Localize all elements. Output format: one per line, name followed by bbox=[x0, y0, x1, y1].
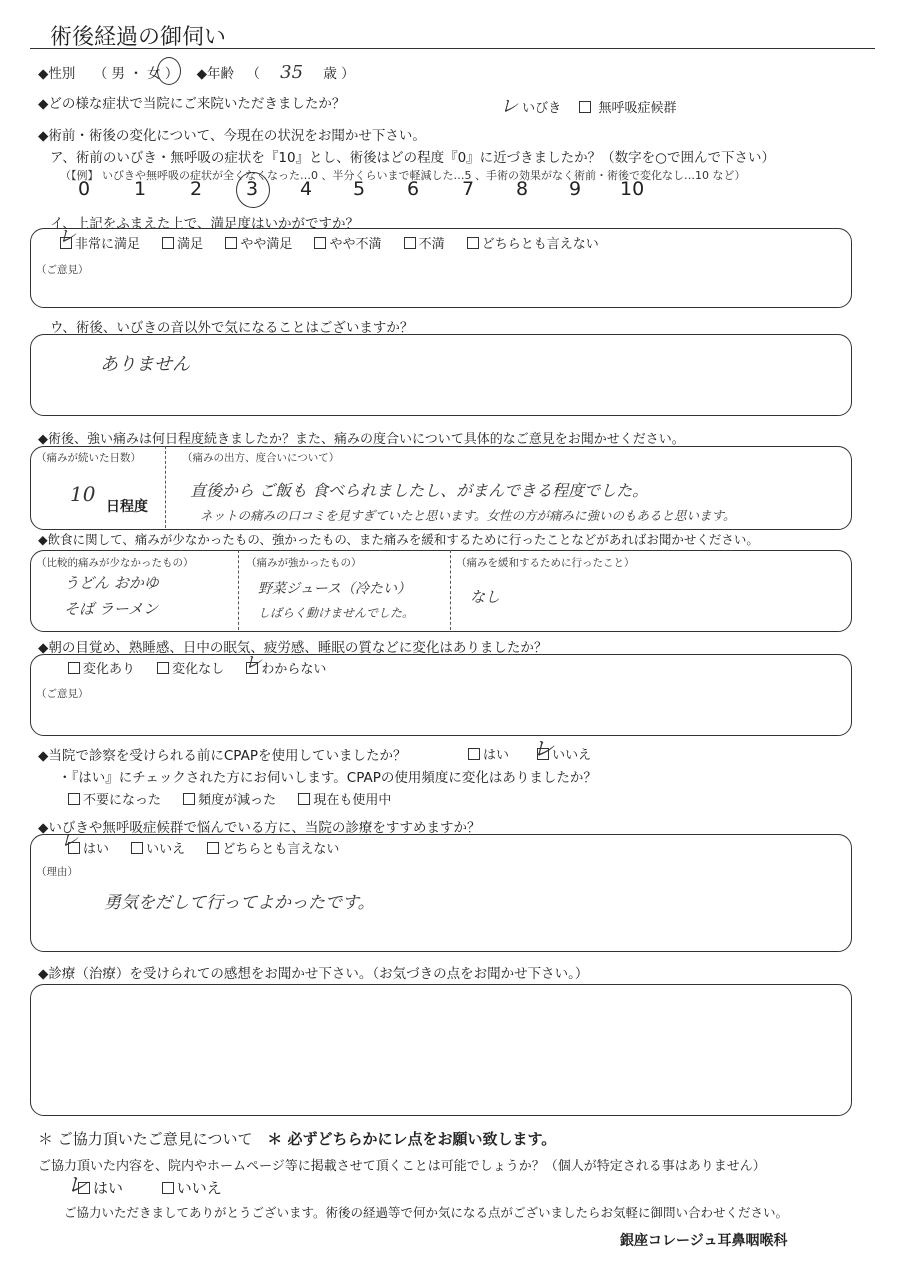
snoring-option[interactable]: いびき bbox=[522, 101, 562, 116]
pain-days-label: （痛みが続いた日数） bbox=[36, 452, 141, 464]
sex-age-row bbox=[38, 62, 355, 83]
apnea-checkbox[interactable] bbox=[579, 101, 591, 113]
satisfied-option[interactable]: 満足 bbox=[177, 237, 204, 252]
food-less-answer2: そば ラーメン bbox=[64, 600, 159, 618]
consent-options bbox=[78, 1177, 222, 1198]
scale-8[interactable]: 8 bbox=[516, 178, 529, 200]
sleep-question: ◆朝の目覚め、熟睡感、日中の眠気、疲労感、睡眠の質などに変化はありましたか？ bbox=[38, 640, 548, 656]
sex-label: ◆性別 bbox=[38, 66, 76, 82]
reason-label: （理由） bbox=[36, 866, 78, 878]
scale-3[interactable]: 3 bbox=[246, 178, 259, 200]
cpap-sub-options bbox=[68, 789, 391, 808]
other-concerns-answer: ありません bbox=[100, 354, 190, 375]
somewhat-satisfied-checkbox[interactable] bbox=[225, 237, 237, 249]
sleep-options bbox=[68, 658, 326, 677]
scale-9[interactable]: 9 bbox=[569, 178, 582, 200]
consent-no-checkbox[interactable] bbox=[162, 1182, 174, 1194]
age-unit: 歳 ） bbox=[323, 66, 355, 82]
reduced-option[interactable]: 頻度が減った bbox=[198, 793, 277, 808]
apnea-option[interactable]: 無呼吸症候群 bbox=[598, 101, 677, 116]
not-needed-option[interactable]: 不要になった bbox=[83, 793, 162, 808]
scale-1[interactable]: 1 bbox=[134, 178, 147, 200]
other-concerns-question: ウ、術後、いびきの音以外で気になることはございますか？ bbox=[50, 320, 414, 336]
pain-degree-label: （痛みの出方、度合いについて） bbox=[182, 452, 340, 464]
change-question: ◆術前・術後の変化について、今現在の状況をお聞かせ下さい。 bbox=[38, 128, 426, 144]
age-paren-open: （ bbox=[246, 66, 260, 82]
sleep-opinion-label: （ご意見） bbox=[36, 688, 89, 700]
cpap-yes-option[interactable]: はい bbox=[483, 748, 510, 763]
severity-scale bbox=[0, 178, 900, 208]
check-mark-icon: レ bbox=[500, 96, 518, 117]
scale-5[interactable]: 5 bbox=[353, 178, 366, 200]
recommend-no-checkbox[interactable] bbox=[131, 842, 143, 854]
somewhat-dissatisfied-option[interactable]: やや不満 bbox=[329, 237, 382, 252]
no-change-checkbox[interactable] bbox=[157, 662, 169, 674]
check-mark-icon: レ bbox=[532, 737, 555, 762]
recommend-no-option[interactable]: いいえ bbox=[146, 842, 186, 857]
scale-10[interactable]: 10 bbox=[620, 178, 645, 200]
satisfied-checkbox[interactable] bbox=[162, 237, 174, 249]
opinion-label: （ご意見） bbox=[36, 264, 89, 276]
neutral-checkbox[interactable] bbox=[467, 237, 479, 249]
food-relief-answer: なし bbox=[470, 588, 501, 606]
no-change-option[interactable]: 変化なし bbox=[172, 662, 225, 677]
changed-option[interactable]: 変化あり bbox=[83, 662, 136, 677]
symptom-question: ◆どの様な症状で当院にご来院いただきましたか？ bbox=[38, 96, 346, 112]
impression-question: ◆診療（治療）を受けられての感想をお聞かせ下さい。（お気づきの点をお聞かせ下さい。） bbox=[38, 966, 589, 982]
footer-heading bbox=[38, 1128, 556, 1149]
satisfaction-question: イ、上記をふまえた上で、満足度はいかがですか？ bbox=[50, 216, 360, 232]
still-using-option[interactable]: 現在も使用中 bbox=[313, 793, 392, 808]
reduced-checkbox[interactable] bbox=[183, 793, 195, 805]
cpap-yes-checkbox[interactable] bbox=[468, 748, 480, 760]
cpap-sub-question: ・『はい』にチェックされた方にお伺いします。CPAPの使用頻度に変化はありましたか？ bbox=[58, 770, 597, 786]
selected-scale-circle bbox=[236, 172, 270, 208]
scale-7[interactable]: 7 bbox=[462, 178, 475, 200]
neutral-option[interactable]: どちらとも言えない bbox=[481, 237, 599, 252]
food-less-answer1: うどん おかゆ bbox=[64, 574, 159, 592]
food-strong-label: （痛みが強かったもの） bbox=[246, 557, 362, 569]
pain-answer-line2: ネットの痛みの口コミを見すぎていたと思います。女性の方が痛みに強いのもあると思います。 bbox=[200, 508, 736, 523]
scale-2[interactable]: 2 bbox=[190, 178, 203, 200]
consent-question: ご協力頂いた内容を、院内やホームページ等に掲載させて頂くことは可能でしょうか？（個人が特定される事はありません） bbox=[38, 1159, 766, 1174]
dissatisfied-checkbox[interactable] bbox=[404, 237, 416, 249]
age-value[interactable]: 35 bbox=[280, 62, 304, 83]
scale-6[interactable]: 6 bbox=[407, 178, 420, 200]
not-needed-checkbox[interactable] bbox=[68, 793, 80, 805]
food-less-label: （比較的痛みが少なかったもの） bbox=[36, 557, 194, 569]
pain-days-unit: 日程度 bbox=[106, 499, 148, 515]
changed-checkbox[interactable] bbox=[68, 662, 80, 674]
clinic-name: 銀座コレージュ耳鼻咽喉科 bbox=[620, 1233, 788, 1249]
still-using-checkbox[interactable] bbox=[298, 793, 310, 805]
scale-4[interactable]: 4 bbox=[300, 178, 313, 200]
age-label: ◆年齢 bbox=[196, 66, 235, 82]
food-question: ◆飲食に関して、痛みが少なかったもの、強かったもの、また痛みを緩和するために行ったことなどがあればお聞かせください。 bbox=[38, 532, 759, 547]
check-mark-icon: レ bbox=[244, 652, 262, 673]
change-question-a: ア、術前のいびき・無呼吸の症状を『10』とし、術後はどの程度『0』に近づきましたか？（数字を○で囲んで下さい） bbox=[50, 150, 775, 166]
cpap-question: ◆当院で診察を受けられる前にCPAPを使用していましたか？ bbox=[38, 748, 407, 764]
somewhat-satisfied-option[interactable]: やや満足 bbox=[240, 237, 293, 252]
consent-yes-option[interactable]: はい bbox=[93, 1179, 124, 1197]
reason-answer: 勇気をだして行ってよかったです。 bbox=[104, 893, 375, 913]
thanks-text: ご協力いただきましてありがとうございます。術後の経過等で何か気になる点がございましたらお気軽に御問い合わせください。 bbox=[64, 1205, 789, 1220]
check-mark-icon: レ bbox=[58, 226, 76, 247]
impression-box bbox=[30, 984, 852, 1116]
food-relief-label: （痛みを緩和するために行ったこと） bbox=[456, 557, 635, 569]
somewhat-dissatisfied-checkbox[interactable] bbox=[314, 237, 326, 249]
recommend-options bbox=[68, 838, 339, 857]
cpap-no-option[interactable]: いいえ bbox=[552, 748, 592, 763]
consent-no-option[interactable]: いいえ bbox=[176, 1179, 222, 1197]
sex-options[interactable]: （ 男 ・ 女 ） bbox=[93, 66, 179, 82]
pain-divider bbox=[165, 446, 166, 528]
footer-heading-2: ＊ 必ずどちらかにレ点をお願い致します。 bbox=[267, 1130, 557, 1148]
food-divider-1 bbox=[238, 550, 239, 630]
check-mark-icon: レ bbox=[60, 830, 78, 851]
check-mark-icon: レ bbox=[66, 1173, 89, 1198]
pain-days-value[interactable]: 10 bbox=[70, 482, 96, 506]
food-strong-answer1: 野菜ジュース（冷たい） bbox=[258, 581, 412, 597]
footer-heading-1: ＊ ご協力頂いたご意見について bbox=[38, 1130, 253, 1148]
change-example: （【例】 いびきや無呼吸の症状が全くなくなった…0 、半分くらいまで軽減した…5 、手術の効果がなく術前・術後で変化なし…10 など） bbox=[60, 169, 746, 182]
cpap-options bbox=[468, 744, 591, 763]
recommend-neutral-option[interactable]: どちらとも言えない bbox=[222, 842, 340, 857]
food-divider-2 bbox=[450, 550, 451, 630]
recommend-yes-option[interactable]: はい bbox=[83, 842, 110, 857]
recommend-neutral-checkbox[interactable] bbox=[207, 842, 219, 854]
symptom-options bbox=[500, 92, 676, 118]
satisfaction-options bbox=[60, 233, 599, 252]
title-underline bbox=[30, 48, 875, 49]
page-title: 術後経過の御伺い bbox=[50, 25, 227, 50]
recommend-question: ◆いびきや無呼吸症候群で悩んでいる方に、当院の診療をすすめますか？ bbox=[38, 820, 481, 836]
pain-question: ◆術後、強い痛みは何日程度続きましたか？また、痛みの度合いについて具体的なご意見をお聞かせください。 bbox=[38, 432, 685, 447]
dissatisfied-option[interactable]: 不満 bbox=[418, 237, 445, 252]
very-satisfied-option[interactable]: 非常に満足 bbox=[75, 237, 141, 252]
unknown-option[interactable]: わからない bbox=[261, 662, 327, 677]
pain-answer-line1: 直後から ご飯も 食べられましたし、がまんできる程度でした。 bbox=[190, 481, 649, 500]
food-strong-answer2: しばらく動けませんでした。 bbox=[258, 606, 415, 620]
scale-0[interactable]: 0 bbox=[78, 178, 91, 200]
female-circle bbox=[157, 57, 181, 85]
